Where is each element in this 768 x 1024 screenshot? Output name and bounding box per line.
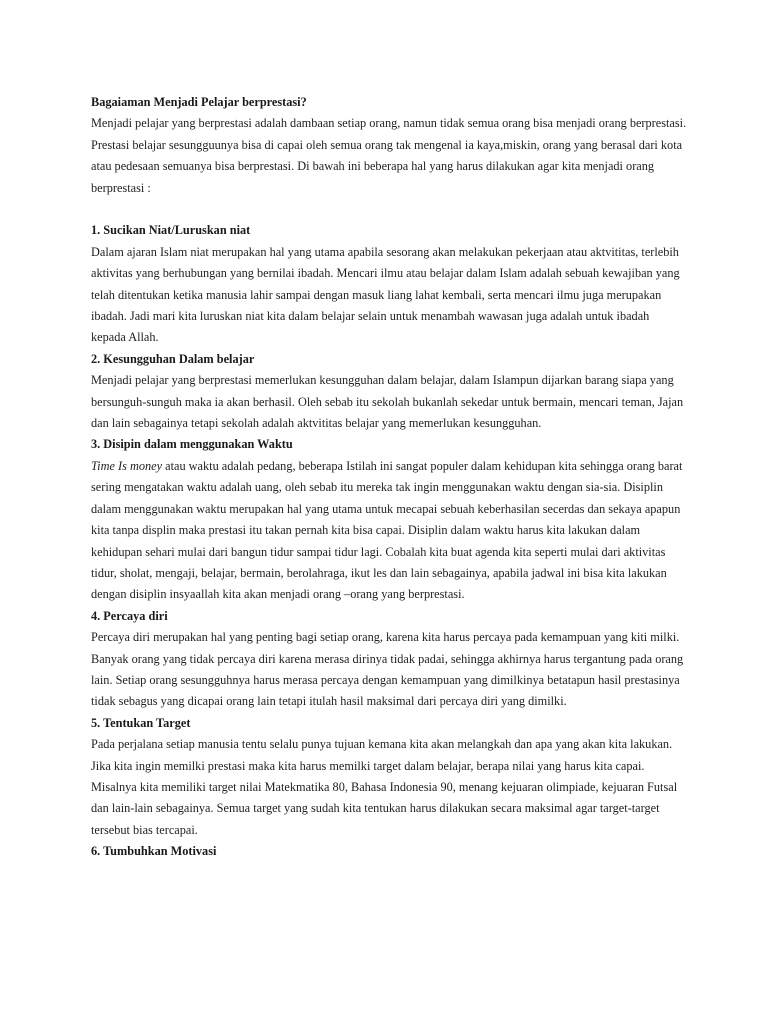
document-page — [91, 92, 687, 863]
section-heading-5: 5. Tentukan Target — [91, 715, 191, 730]
section-heading-1: 1. Sucikan Niat/Luruskan niat — [91, 223, 251, 238]
section-heading-6: 6. Tumbuhkan Motivasi — [91, 844, 217, 859]
document-title: Bagaiaman Menjadi Pelajar berprestasi? — [91, 95, 307, 109]
section-heading-4: 4. Percaya diri — [91, 608, 168, 623]
section-heading-2: 2. Kesungguhan Dalam belajar — [91, 351, 255, 366]
section-heading-3: 3. Disipin dalam menggunakan Waktu — [91, 437, 293, 452]
section-body-5: Pada perjalana setiap manusia tentu selalu punya tujuan kemana kita akan melangkah dan apa yang akan kita lakukan. Jika kita ingin memilki prestasi maka kita harus memilki target dalam belajar, berapa nilai yang harus kita capai. Misalnya kita memiliki target nilai Matekmatika 80, Bahasa Indonesia 90, menang kejuaran olimpiade, kejuaran Futsal dan lain-lain sebagainya. Semua target yang sudah kita tentukan harus dilakukan secara maksimal agar target-target tersebut bias tercapai. — [91, 737, 678, 837]
italic-phrase: Time Is money — [91, 458, 163, 473]
section-body-3-text: atau waktu adalah pedang, beberapa Istilah ini sangat populer dalam kehidupan kita sehingga orang barat sering mengatakan waktu adalah uang, oleh sebab itu mereka tak ingin menggunakan waktu dengan sia-sia. Disiplin dalam menggunakan waktu merupakan hal yang utama untuk mecapai sebuah keberhasilan secerdas dan sekaya apapun kita tanpa displin maka prestasi itu takan pernah kita bisa capai. Disiplin dalam waktu harus kita lakukan dalam kehidupan sehari mulai dari bangun tidur sampai tidur lagi. Cobalah kita buat agenda kita seperti mulai dari aktivitas tidur, sholat, mengaji, belajar, bermain, berolahraga, ikut les dan lain sebagainya, apabila jadwal ini bisa kita lakukan dengan disiplin insyaallah kita akan menjadi orang –orang yang berprestasi. — [91, 458, 683, 602]
blank-line — [91, 199, 687, 220]
section-body-4: Percaya diri merupakan hal yang penting bagi setiap orang, karena kita harus percaya pada kemampuan yang kiti milki. Banyak orang yang tidak percaya diri karena merasa dirinya tidak padai, sehingga akhirnya harus tergantung pada orang lain. Setiap orang sesungguhnya harus merasa percaya dengan kemampuan yang dimilkinya betatapun hasil prestasinya tidak sebagus yang dicapai orang lain tetapi itulah hasil maksimal dari percaya diri yang dimilki. — [91, 630, 684, 709]
intro-paragraph: Menjadi pelajar yang berprestasi adalah dambaan setiap orang, namun tidak semua orang bisa menjadi orang berprestasi. Prestasi belajar sesungguunya bisa di capai oleh semua orang tak mengenal ia kaya,miskin, orang yang berasal dari kota atau pedesaan semuanya bisa berprestasi. Di bawah ini beberapa hal yang harus dilakukan agar kita menjadi orang berprestasi : — [91, 116, 687, 195]
section-body-2: Menjadi pelajar yang berprestasi memerlukan kesungguhan dalam belajar, dalam Islampun dijarkan barang siapa yang bersunguh-sunguh maka ia akan berhasil. Oleh sebab itu sekolah bukanlah sekedar untuk bermain, mencari teman, Jajan dan lain sebagainya tetapi sekolah adalah aktvititas belajar yang memerlukan kesungguhan. — [91, 373, 684, 431]
section-body-1: Dalam ajaran Islam niat merupakan hal yang utama apabila sesorang akan melakukan pekerjaan atau aktvititas, terlebih aktivitas yang berhubungan yang bernilai ibadah. Mencari ilmu atau belajar dalam Islam adalah sebuah kewajiban yang telah ditentukan ketika manusia lahir sampai dengan masuk liang lahat kembali, serta mencari ilmu juga merupakan ibadah. Jadi mari kita luruskan niat kita dalam belajar selain untuk menambah wawasan juga adalah untuk ibadah kepada Allah. — [91, 244, 680, 345]
section-body-3 — [91, 456, 687, 606]
